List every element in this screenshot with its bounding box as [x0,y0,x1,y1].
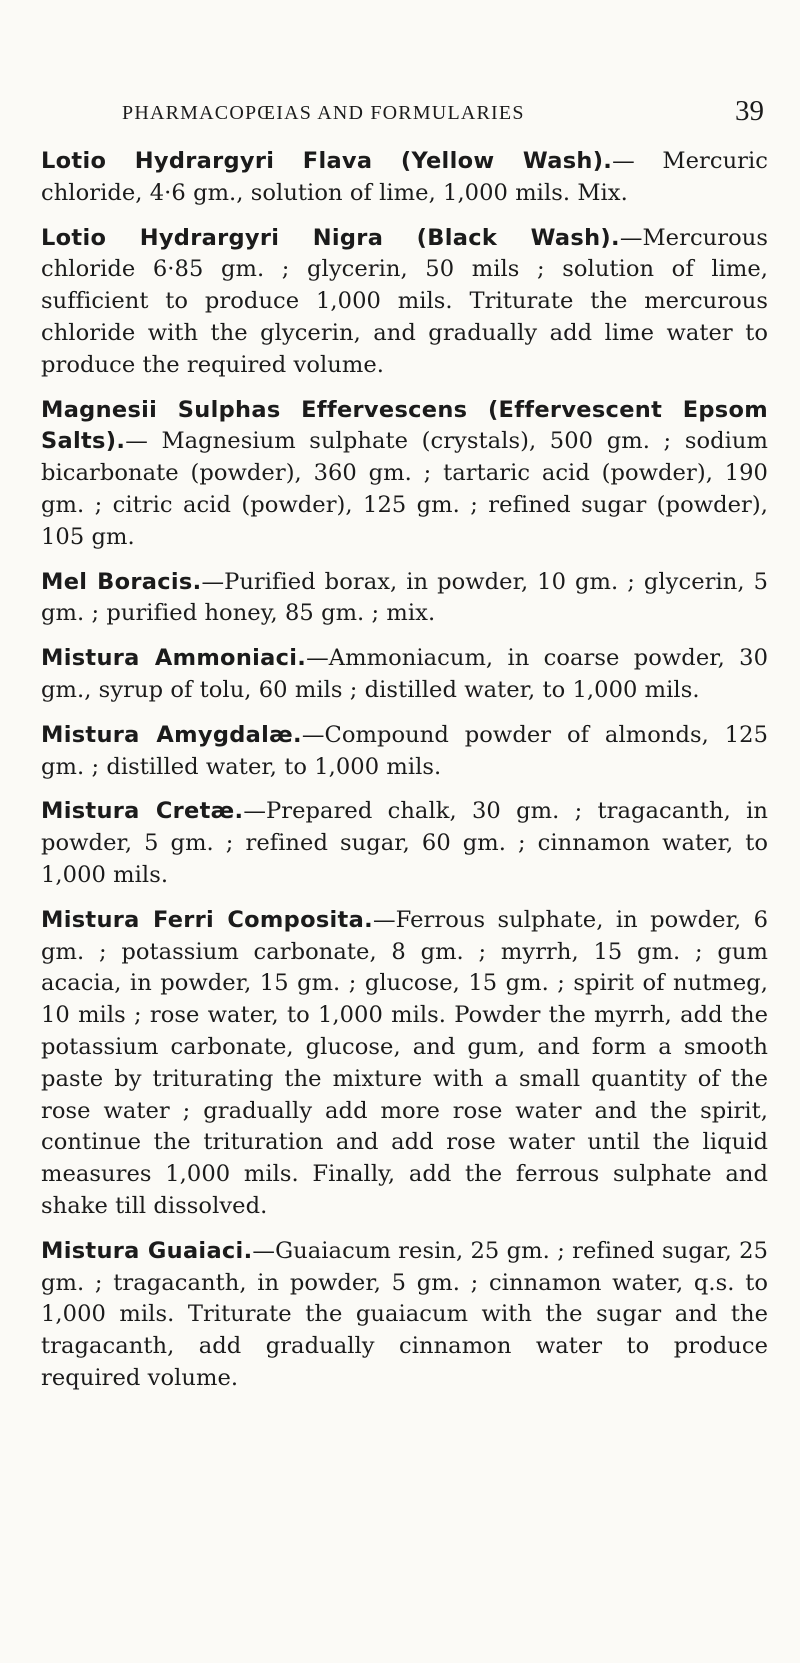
entry-text: — Magnesium sulphate (crystals), 500 gm. ; sodium bicarbonate (powder), 360 gm. ; tartaric acid (powder), 190 gm. ; citric acid (powder), 125 gm. ; refined sugar (powder), 105 gm. [41,428,768,550]
entry-heading: Mistura Guaiaci. [41,1237,253,1264]
entry-text: —Ammoniacum, in coarse powder, 30 gm., syrup of tolu, 60 mils ; distilled water, to 1,000 mils. [41,645,768,703]
entry-text: —Mercurous chloride 6·85 gm. ; glycerin, 50 mils ; solution of lime, sufficient to produce 1,000 mils. Triturate the mercurous chloride with the glycerin, and gradually add lime water to produce the required volume. [41,224,768,378]
entry-lotio-hydrargyri-flava [41,146,768,210]
entry-heading: Lotio Hydrargyri Flava (Yellow Wash). [41,148,613,174]
entry-mistura-ferri-composita [41,905,768,1223]
entry-text: —Guaiacum resin, 25 gm. ; refined sugar, 25 gm. ; tragacanth, in powder, 5 gm. ; cinnamon water, q.s. to 1,000 mils. Triturate the guaiacum with the sugar and the tragacanth, add gradually cinnamon water to produce required volume. [41,1237,768,1391]
entry-mistura-cretae [41,796,768,891]
entry-heading: Mistura Cretæ. [41,798,244,825]
entry-mel-boracis [41,567,768,631]
entry-text: —Prepared chalk, 30 gm. ; tragacanth, in powder, 5 gm. ; refined sugar, 60 gm. ; cinnamon water, to 1,000 mils. [41,798,768,888]
entry-mistura-guaiaci [41,1236,768,1395]
entry-text: —Ferrous sulphate, in powder, 6 gm. ; potassium carbonate, 8 gm. ; myrrh, 15 gm. ; gum acacia, in powder, 15 gm. ; glucose, 15 gm. ; spirit of nutmeg, 10 mils ; rose water, to 1,000 mils. Powder the myrrh, add the potassium carbonate, glucose, and gum, and form a smooth paste by triturating the mixture with a small quantity of the rose water ; gradually add more rose water and the spirit, continue the trituration and add rose water until the liquid measures 1,000 mils. Finally, add the ferrous sulphate and shake till dissolved. [41,906,768,1219]
entry-text: —Compound powder of almonds, 125 gm. ; distilled water, to 1,000 mils. [41,721,768,780]
page-number: 39 [735,95,764,127]
entry-magnesii-sulphas [41,395,768,554]
entry-heading: Mistura Ferri Composita. [41,906,373,933]
running-head [40,95,764,128]
entry-mistura-amygdalae [41,720,768,784]
entry-heading: Mistura Amygdalæ. [41,721,302,748]
entry-lotio-hydrargyri-nigra [41,223,768,382]
entry-heading: Mistura Ammoniaci. [41,645,307,672]
entry-text: —Purified borax, in powder, 10 gm. ; glycerin, 5 gm. ; purified honey, 85 gm. ; mix. [41,568,768,627]
entry-heading: Magnesii Sulphas Effervescens (Effervescent Epsom Salts). [41,396,768,455]
entry-mistura-ammoniaci [41,643,768,707]
entry-text: — Mercuric chloride, 4·6 gm., solution of lime, 1,000 mils. Mix. [41,148,769,206]
running-title: PHARMACOPŒIAS AND FORMULARIES [122,102,525,124]
entry-heading: Lotio Hydrargyri Nigra (Black Wash). [41,224,620,251]
body-text [41,146,768,1408]
entry-heading: Mel Boracis. [41,568,202,595]
